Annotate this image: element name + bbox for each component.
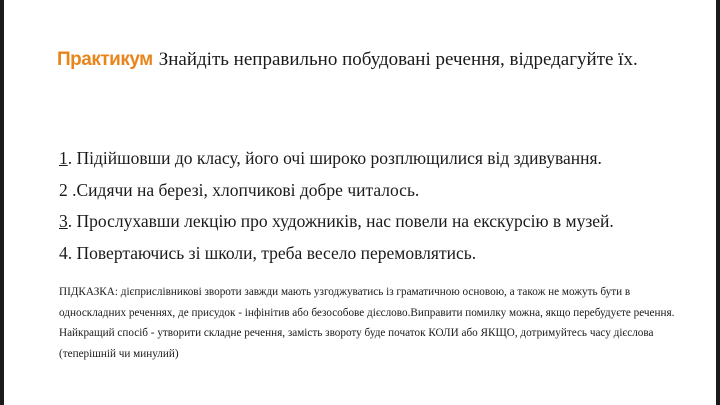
sentence-text: Повертаючись зі школи, треба весело перемовлятись. (76, 242, 477, 263)
sentence-text: Підійшовши до класу, його очі широко розплющилися від здивування. (76, 148, 602, 168)
sentence-item (59, 145, 614, 177)
task-heading: Знайдіть неправильно побудовані речення, відредагуйте їх. (158, 49, 638, 70)
sentence-number: 4 (59, 242, 68, 263)
title-row (57, 49, 638, 71)
sentence-number: 1 (59, 148, 68, 168)
sentence-text: Прослухавши лекцію про художників, нас повели на екскурсію в музей. (76, 211, 614, 231)
hint-text: ПІДКАЗКА: дієприслівникові звороти завжди мають узгоджуватись із граматичною основою, а також не можуть бути в односкладних реченнях, де присудок - інфінітив або безособове дієслово.Виправити помилку можна, якщо перебудуєте речення. Найкращий спосіб - утворити складне речення, замість звороту буде початок КОЛИ або ЯКЩО, дотримуйтесь часу дієслова (теперішній чи минулий) (59, 286, 675, 360)
sentence-item (59, 208, 614, 240)
sentence-item (59, 240, 614, 272)
practicum-label: Практикум (57, 49, 153, 70)
sentence-separator: . (67, 179, 77, 200)
sentence-text: Сидячи на березі, хлопчикові добре читалось. (76, 179, 420, 200)
sentence-separator: . (67, 148, 77, 168)
sentence-list (59, 145, 614, 271)
sentence-item (59, 177, 614, 209)
sentence-separator: . (67, 211, 77, 231)
slide (4, 0, 716, 405)
sentence-separator: . (67, 242, 77, 263)
sentence-number: 2 (59, 179, 68, 200)
sentence-number: 3 (59, 211, 68, 231)
